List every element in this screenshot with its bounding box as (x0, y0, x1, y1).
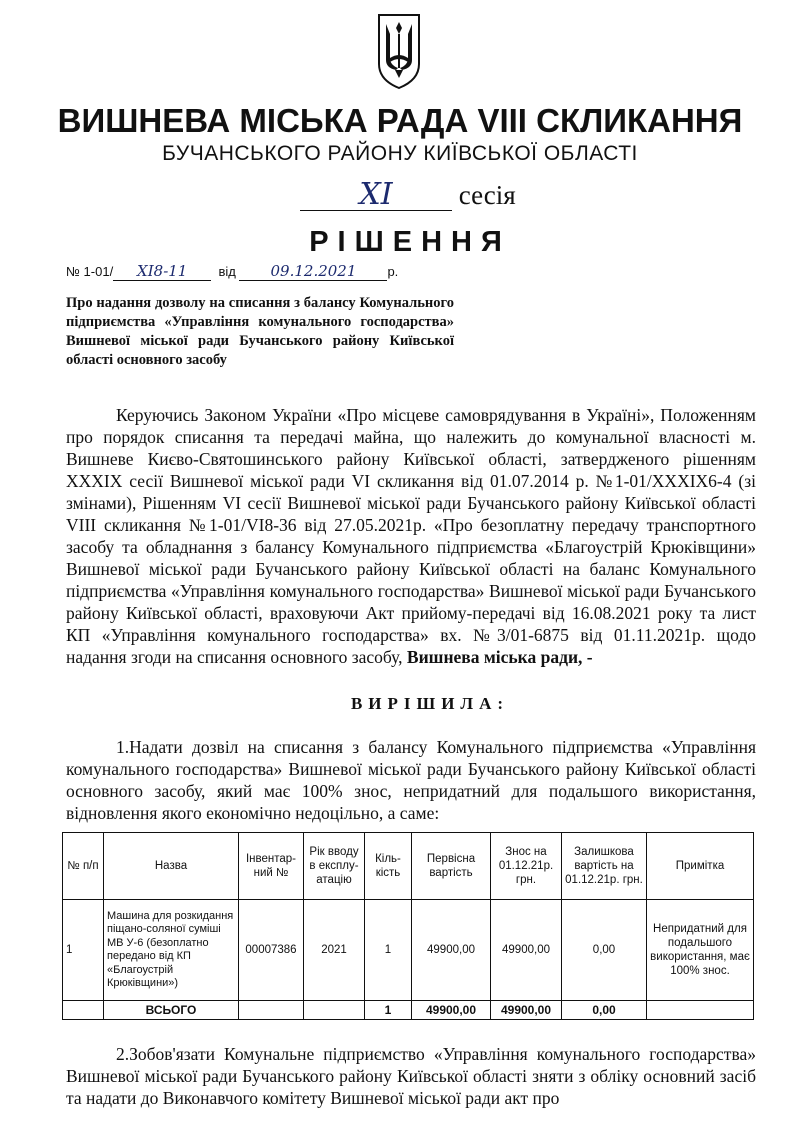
date-prefix: від (218, 264, 236, 279)
trident-coat-of-arms-icon (376, 12, 422, 90)
cell-number: 1 (63, 900, 104, 1001)
resolved-heading: ВИРІШИЛА: (350, 694, 510, 713)
col-header-name: Назва (104, 833, 239, 900)
council-name: ВИШНЕВА МІСЬКА РАДА VIII СКЛИКАННЯ (57, 102, 743, 139)
col-header-initial-cost: Первісна вартість (412, 833, 491, 900)
clause-1: 1.Надати дозвіл на списання з балансу Комунального підприємства «Управління комунального господарства» Вишневої міської ради Бучанського району Київської області основного засобу, який має 100% знос, непридатний для подальшого використання, відновлення якого економічно недоцільно, а саме: (66, 737, 756, 823)
table-row (63, 900, 754, 1001)
cell-year: 2021 (304, 900, 365, 1001)
table-header-row (63, 833, 754, 900)
total-label: ВСЬОГО (104, 1001, 239, 1020)
decision-number: XI8-11 (113, 262, 211, 281)
col-header-year: Рік вводу в експлу-атацію (304, 833, 365, 900)
district-line: БУЧАНСЬКОГО РАЙОНУ КИЇВСЬКОЇ ОБЛАСТІ (162, 142, 638, 165)
total-quantity: 1 (365, 1001, 412, 1020)
total-cell-inventory (239, 1001, 304, 1020)
total-depreciation: 49900,00 (491, 1001, 562, 1020)
col-header-quantity: Кіль-кість (365, 833, 412, 900)
date-suffix: р. (387, 264, 399, 279)
cell-quantity: 1 (365, 900, 412, 1001)
col-header-inventory: Інвентар-ний № (239, 833, 304, 900)
cell-initial-cost: 49900,00 (412, 900, 491, 1001)
session-line (300, 177, 516, 212)
session-number: XI (300, 180, 452, 211)
cell-inventory: 00007386 (239, 900, 304, 1001)
col-header-note: Примітка (647, 833, 754, 900)
col-header-depreciation: Знос на 01.12.21р. грн. (491, 833, 562, 900)
decision-subject: Про надання дозволу на списання з балансу Комунального підприємства «Управління комунального господарства» Вишневої міської ради Бучанського району Київської області основного засобу (66, 295, 454, 368)
assets-table (62, 832, 754, 1020)
cell-note: Непридатний для подальшого використання, має 100% знос. (647, 900, 754, 1001)
total-residual: 0,00 (562, 1001, 647, 1020)
total-initial-cost: 49900,00 (412, 1001, 491, 1020)
preamble-paragraph (66, 404, 756, 668)
total-cell-number (63, 1001, 104, 1020)
cell-name: Машина для розкидання піщано-соляної суміші МВ У-6 (безоплатно передано від КП «Благоустрій Крюківщини») (104, 900, 239, 1001)
decision-number-date (66, 262, 398, 281)
total-cell-year (304, 1001, 365, 1020)
cell-depreciation: 49900,00 (491, 900, 562, 1001)
table-total-row (63, 1001, 754, 1020)
clause-2: 2.Зобов'язати Комунальне підприємство «Управління комунального господарства» Вишневої міської ради Бучанського району Київської області зняти з обліку основний засіб та надати до Виконавчого комітету Вишневої міської ради акт про (66, 1044, 756, 1108)
session-label: сесія (458, 180, 516, 210)
decision-date: 09.12.2021 (239, 262, 387, 281)
preamble-text: Керуючись Законом України «Про місцеве самоврядування в Україні», Положенням про порядок списання та передачі майна, що належить до комунальної власності м. Вишневе Києво-Святошинського району Київської області, затвердженого рішенням XXXIX сесії Вишневої міської ради VI скликання від 01.07.2014 р. №1-01/XXXIX6-4 (зі змінами), Рішенням VI сесії Вишневої міської ради Бучанського району Київської області VIII скликання №1-01/VI8-36 від 27.05.2021р. «Про безоплатну передачу транспортного засобу та обладнання з балансу Комунального підприємства «Благоустрій Крюківщини» Вишневої міської ради Бучанського району Київської області на баланс Комунального підприємства «Управління комунального господарства» Вишневої міської ради Бучанського району Київської області, враховуючи Акт прийому-передачі від 16.08.2021 року та лист КП «Управління комунального господарства» вх. №3/01-6875 від 01.11.2021р. щодо надання згоди на списання основного засобу, (66, 405, 756, 667)
col-header-number: № п/п (63, 833, 104, 900)
preamble-bold-tail: Вишнева міська ради, - (406, 647, 593, 667)
total-cell-note (647, 1001, 754, 1020)
col-header-residual: Залишкова вартість на 01.12.21р. грн. (562, 833, 647, 900)
cell-residual: 0,00 (562, 900, 647, 1001)
number-prefix: № 1-01/ (66, 264, 114, 279)
document-type-title: РІШЕННЯ (309, 226, 511, 258)
